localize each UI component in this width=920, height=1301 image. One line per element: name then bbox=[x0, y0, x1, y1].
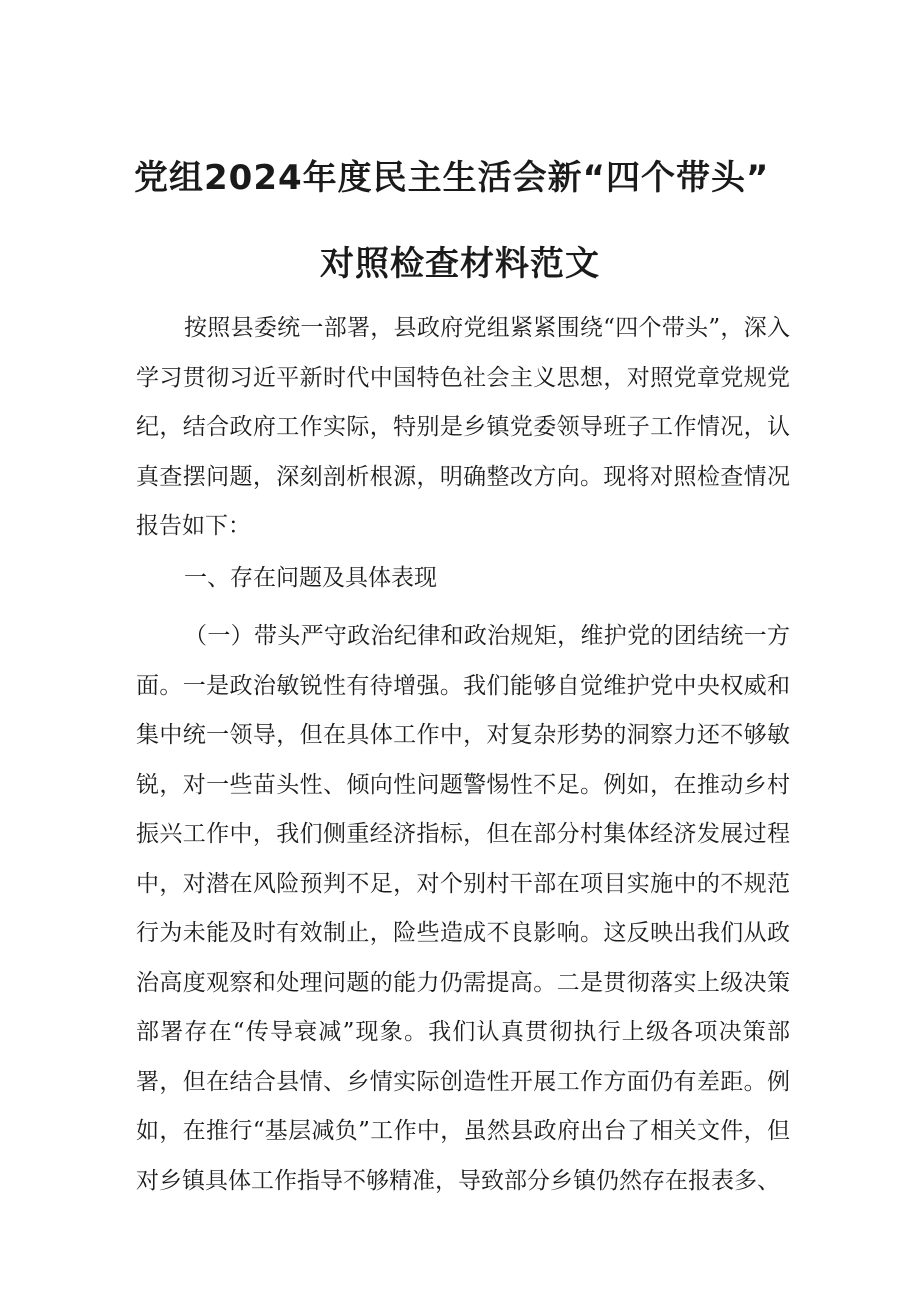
section-heading: 一、存在问题及具体表现 bbox=[184, 565, 437, 591]
document-title-line-1: 党组2024年度民主生活会新“四个带头” bbox=[134, 158, 770, 198]
document-title-line-2: 对照检查材料范文 bbox=[320, 244, 600, 284]
intro-paragraph: 按照县委统一部署，县政府党组紧紧围绕“四个带头”，深入学习贯彻习近平新时代中国特色社会主义思想，对照党章党规党纪，结合政府工作实际，特别是乡镇党委领导班子工作情况，认真查摆问题，深刻剖析根源，明确整改方向。现将对照检查情况报告如下： bbox=[136, 315, 790, 539]
section-paragraph: （一）带头严守政治纪律和政治规矩，维护党的团结统一方面。一是政治敏锐性有待增强。我们能够自觉维护党中央权威和集中统一领导，但在具体工作中，对复杂形势的洞察力还不够敏锐，对一些苗头性、倾向性问题警惕性不足。例如，在推动乡村振兴工作中，我们侧重经济指标，但在部分村集体经济发展过程中，对潜在风险预判不足，对个别村干部在项目实施中的不规范行为未能及时有效制止，险些造成不良影响。这反映出我们从政治高度观察和处理问题的能力仍需提高。二是贯彻落实上级决策部署存在“传导衰减”现象。我们认真贯彻执行上级各项决策部署，但在结合县情、乡情实际创造性开展工作方面仍有差距。例如，在推行“基层减负”工作中，虽然县政府出台了相关文件，但对乡镇具体工作指导不够精准，导致部分乡镇仍然存在报表多、 bbox=[136, 623, 790, 1194]
